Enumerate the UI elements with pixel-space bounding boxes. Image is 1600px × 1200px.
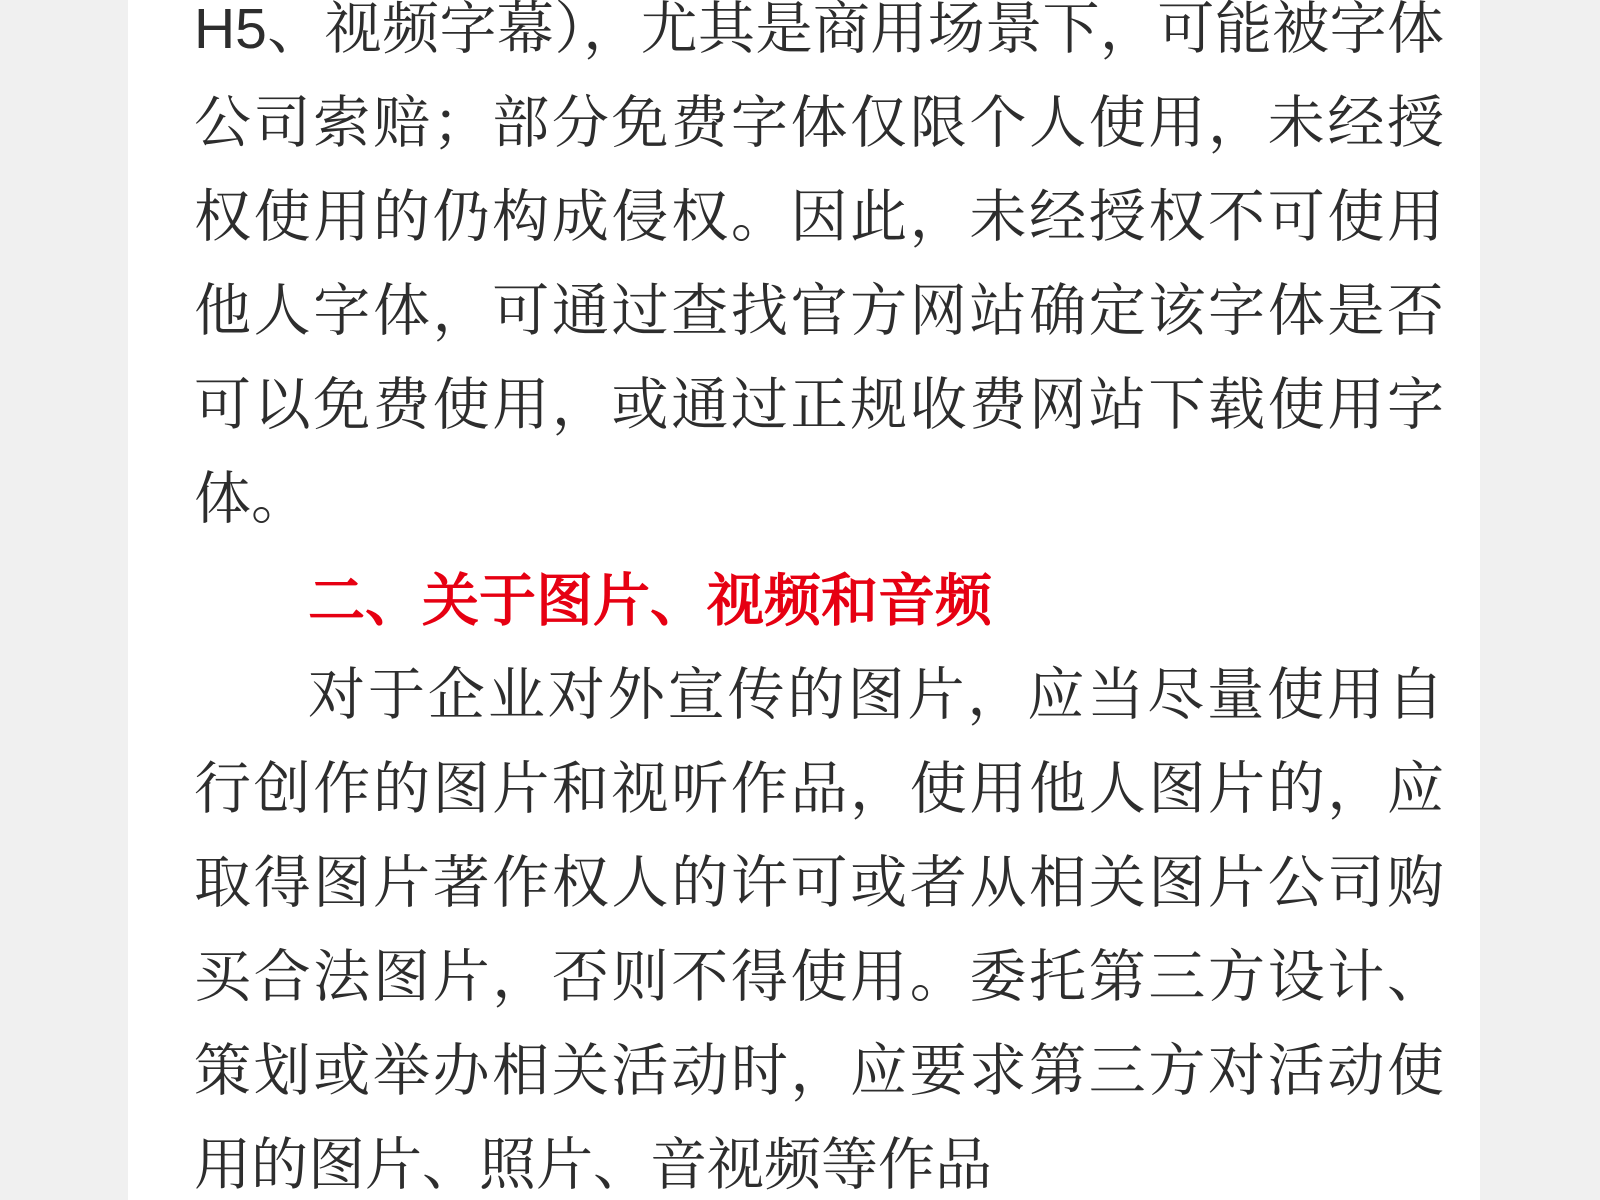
paragraph-font-usage: H5、视频字幕），尤其是商用场景下，可能被字体公司索赔；部分免费字体仅限个人使用，未经授权使用的仍构成侵权。因此，未经授权不可使用他人字体，可通过查找官方网站确定该字体是否可以免费使用，或通过正规收费网站下载使用字体。	[194, 0, 1444, 531]
document-body	[194, 0, 1444, 1200]
paragraph-spacer	[194, 546, 1444, 554]
paragraph-images-usage: 对于企业对外宣传的图片，应当尽量使用自行创作的图片和视听作品，使用他人图片的，应取得图片著作权人的许可或者从相关图片公司购买合法图片，否则不得使用。委托第三方设计、策划或举办相关活动时，应要求第三方对活动使用的图片、照片、音视频等作品	[194, 663, 1444, 1197]
document-page	[128, 0, 1480, 1200]
section-heading-images-video-audio: 二、关于图片、视频和音频	[308, 569, 992, 633]
